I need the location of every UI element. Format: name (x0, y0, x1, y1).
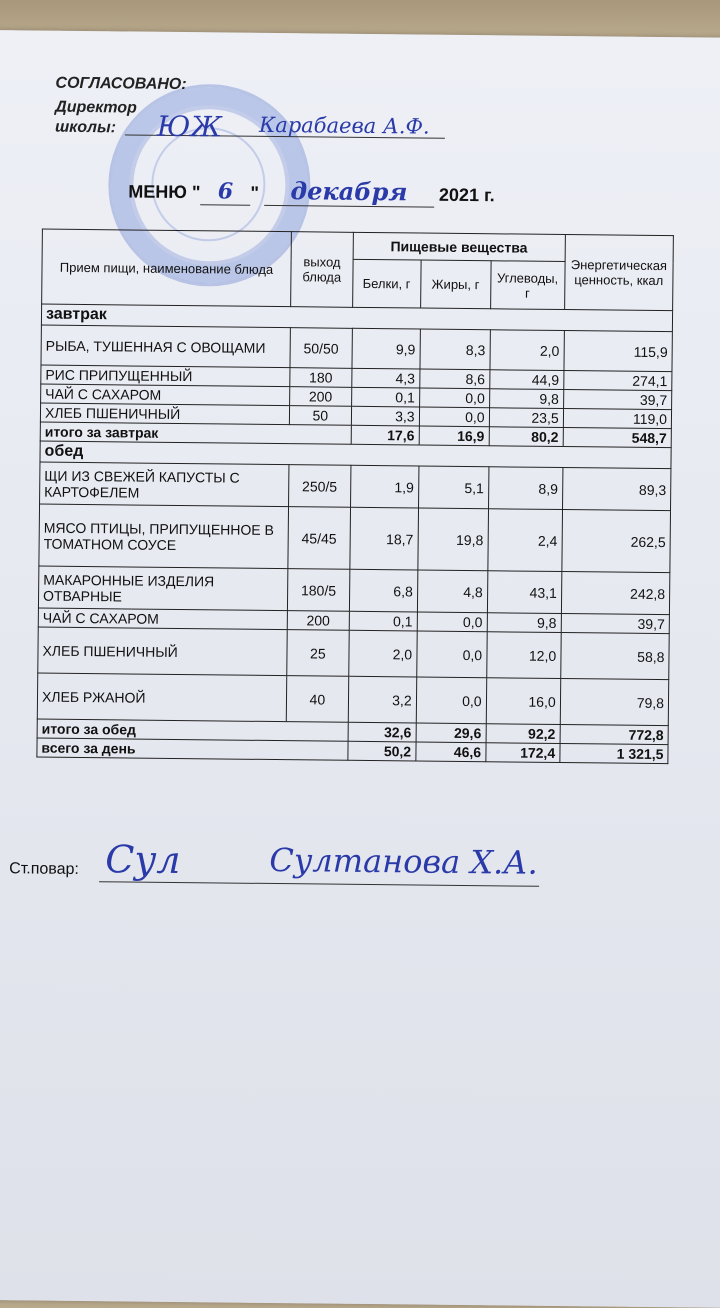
dish-energy: 39,7 (561, 614, 669, 634)
col-header-yield: выход блюда (291, 232, 354, 308)
dish-carbs: 9,8 (489, 389, 563, 409)
dish-name: МАКАРОННЫЕ ИЗДЕЛИЯ ОТВАРНЫЕ (38, 566, 287, 611)
cook-signature: Сул (105, 837, 181, 883)
dish-yield: 25 (287, 630, 349, 677)
director-school-label: школы: (54, 118, 117, 137)
dish-fat: 19,8 (418, 508, 489, 571)
total-energy: 548,7 (563, 428, 671, 448)
table-row (37, 673, 668, 726)
dish-protein: 3,2 (348, 676, 416, 723)
col-header-fat: Жиры, г (420, 260, 490, 308)
dish-yield: 250/5 (289, 465, 351, 508)
total-fat: 16,9 (419, 426, 489, 446)
dish-protein: 2,0 (349, 630, 417, 677)
dish-name: ХЛЕБ РЖАНОЙ (37, 673, 286, 722)
dish-fat: 0,0 (416, 631, 486, 678)
dish-protein: 3,3 (351, 406, 419, 426)
dish-energy: 79,8 (560, 679, 669, 726)
dish-protein: 0,1 (351, 387, 419, 407)
dish-protein: 9,9 (352, 328, 420, 369)
total-energy: 1 321,5 (560, 744, 668, 764)
dish-fat: 8,3 (420, 329, 490, 370)
dish-yield: 180 (290, 368, 352, 388)
director-name-handwritten: Карабаева А.Ф. (258, 112, 430, 139)
col-header-meal: Прием пищи, наименование блюда (42, 229, 292, 307)
dish-yield: 200 (287, 611, 349, 631)
dish-energy: 119,0 (563, 409, 671, 429)
total-energy: 772,8 (560, 725, 668, 745)
dish-energy: 89,3 (562, 468, 671, 511)
dish-energy: 242,8 (561, 572, 670, 615)
dish-protein: 6,8 (349, 569, 417, 612)
menu-day: 6 (200, 178, 250, 206)
dish-fat: 0,0 (419, 407, 489, 427)
total-fat: 46,6 (416, 742, 486, 762)
dish-name: ХЛЕБ ПШЕНИЧНЫЙ (38, 627, 287, 676)
dish-name: МЯСО ПТИЦЫ, ПРИПУЩЕННОЕ В ТОМАТНОМ СОУСЕ (39, 504, 289, 569)
total-protein: 50,2 (348, 741, 416, 761)
total-label: всего за день (37, 738, 348, 760)
dish-carbs: 43,1 (487, 571, 562, 614)
dish-carbs: 2,4 (487, 509, 562, 572)
director-label: Директор (55, 98, 137, 117)
total-carbs: 92,2 (486, 724, 560, 744)
dish-yield: 50 (289, 406, 351, 426)
director-signature: ЮЖ (156, 109, 223, 144)
table-row (38, 627, 669, 680)
dish-carbs: 2,0 (490, 330, 564, 371)
dish-carbs: 16,0 (486, 678, 561, 725)
table-row (39, 504, 671, 573)
section-lunch: обед (40, 441, 671, 469)
dish-protein: 18,7 (350, 507, 419, 570)
dish-energy: 262,5 (562, 510, 671, 573)
dish-fat: 4,8 (417, 570, 487, 613)
dish-yield: 200 (290, 387, 352, 407)
dish-carbs: 12,0 (486, 632, 561, 679)
dish-fat: 0,0 (419, 388, 489, 408)
total-fat: 29,6 (416, 723, 486, 743)
dish-yield: 40 (286, 676, 348, 723)
dish-carbs: 8,9 (488, 467, 563, 510)
cook-name-handwritten: Султанова Х.А. (269, 840, 538, 882)
dish-yield: 50/50 (290, 328, 352, 369)
section-breakfast: завтрак (41, 304, 672, 332)
table-row (38, 566, 669, 615)
cook-signature-line (99, 881, 539, 887)
dish-protein: 0,1 (349, 611, 417, 631)
dish-fat: 5,1 (418, 466, 488, 509)
dish-carbs: 44,9 (489, 370, 563, 390)
dish-protein: 1,9 (350, 465, 418, 508)
col-header-carbs: Углеводы, г (490, 261, 565, 309)
dish-carbs: 9,8 (487, 613, 561, 633)
col-header-protein: Белки, г (352, 260, 420, 308)
total-protein: 17,6 (351, 425, 419, 445)
table-row (40, 462, 671, 511)
dish-fat: 0,0 (416, 677, 486, 724)
dish-fat: 8,6 (419, 369, 489, 389)
menu-title: МЕНЮ (128, 181, 187, 203)
menu-date-line: МЕНЮ " 6 " декабря 2021 г. (128, 176, 495, 207)
dish-protein: 4,3 (352, 368, 420, 388)
menu-table (36, 229, 674, 765)
menu-sheet (0, 30, 720, 1308)
dish-name: РИС ПРИПУЩЕННЫЙ (41, 365, 290, 387)
dish-energy: 115,9 (564, 331, 673, 372)
total-protein: 32,6 (348, 722, 416, 742)
dish-energy: 274,1 (563, 371, 671, 391)
dish-carbs: 23,5 (489, 408, 563, 428)
menu-month: декабря (264, 176, 434, 208)
menu-year: 2021 г. (438, 184, 495, 206)
dish-energy: 39,7 (563, 390, 671, 410)
chief-cook-label: Ст.повар: (9, 860, 79, 878)
total-carbs: 80,2 (489, 427, 563, 447)
dish-name: ЩИ ИЗ СВЕЖЕЙ КАПУСТЫ С КАРТОФЕЛЕМ (40, 462, 289, 507)
dish-name: ХЛЕБ ПШЕНИЧНЫЙ (40, 403, 289, 425)
approved-label: СОГЛАСОВАНО: (55, 74, 187, 94)
dish-yield: 45/45 (288, 507, 350, 570)
total-label: итого за завтрак (40, 422, 351, 444)
dish-name: ЧАЙ С САХАРОМ (41, 384, 290, 406)
dish-energy: 58,8 (560, 633, 669, 680)
col-header-nutrients: Пищевые вещества (353, 232, 565, 262)
table-row (41, 325, 672, 372)
dish-name: ЧАЙ С САХАРОМ (38, 608, 287, 630)
total-label: итого за обед (37, 719, 348, 741)
col-header-energy: Энергетическая ценность, ккал (564, 235, 673, 311)
total-carbs: 172,4 (485, 743, 559, 763)
dish-yield: 180/5 (287, 569, 349, 612)
dish-name: РЫБА, ТУШЕННАЯ С ОВОЩАМИ (41, 325, 290, 368)
dish-fat: 0,0 (417, 612, 487, 632)
